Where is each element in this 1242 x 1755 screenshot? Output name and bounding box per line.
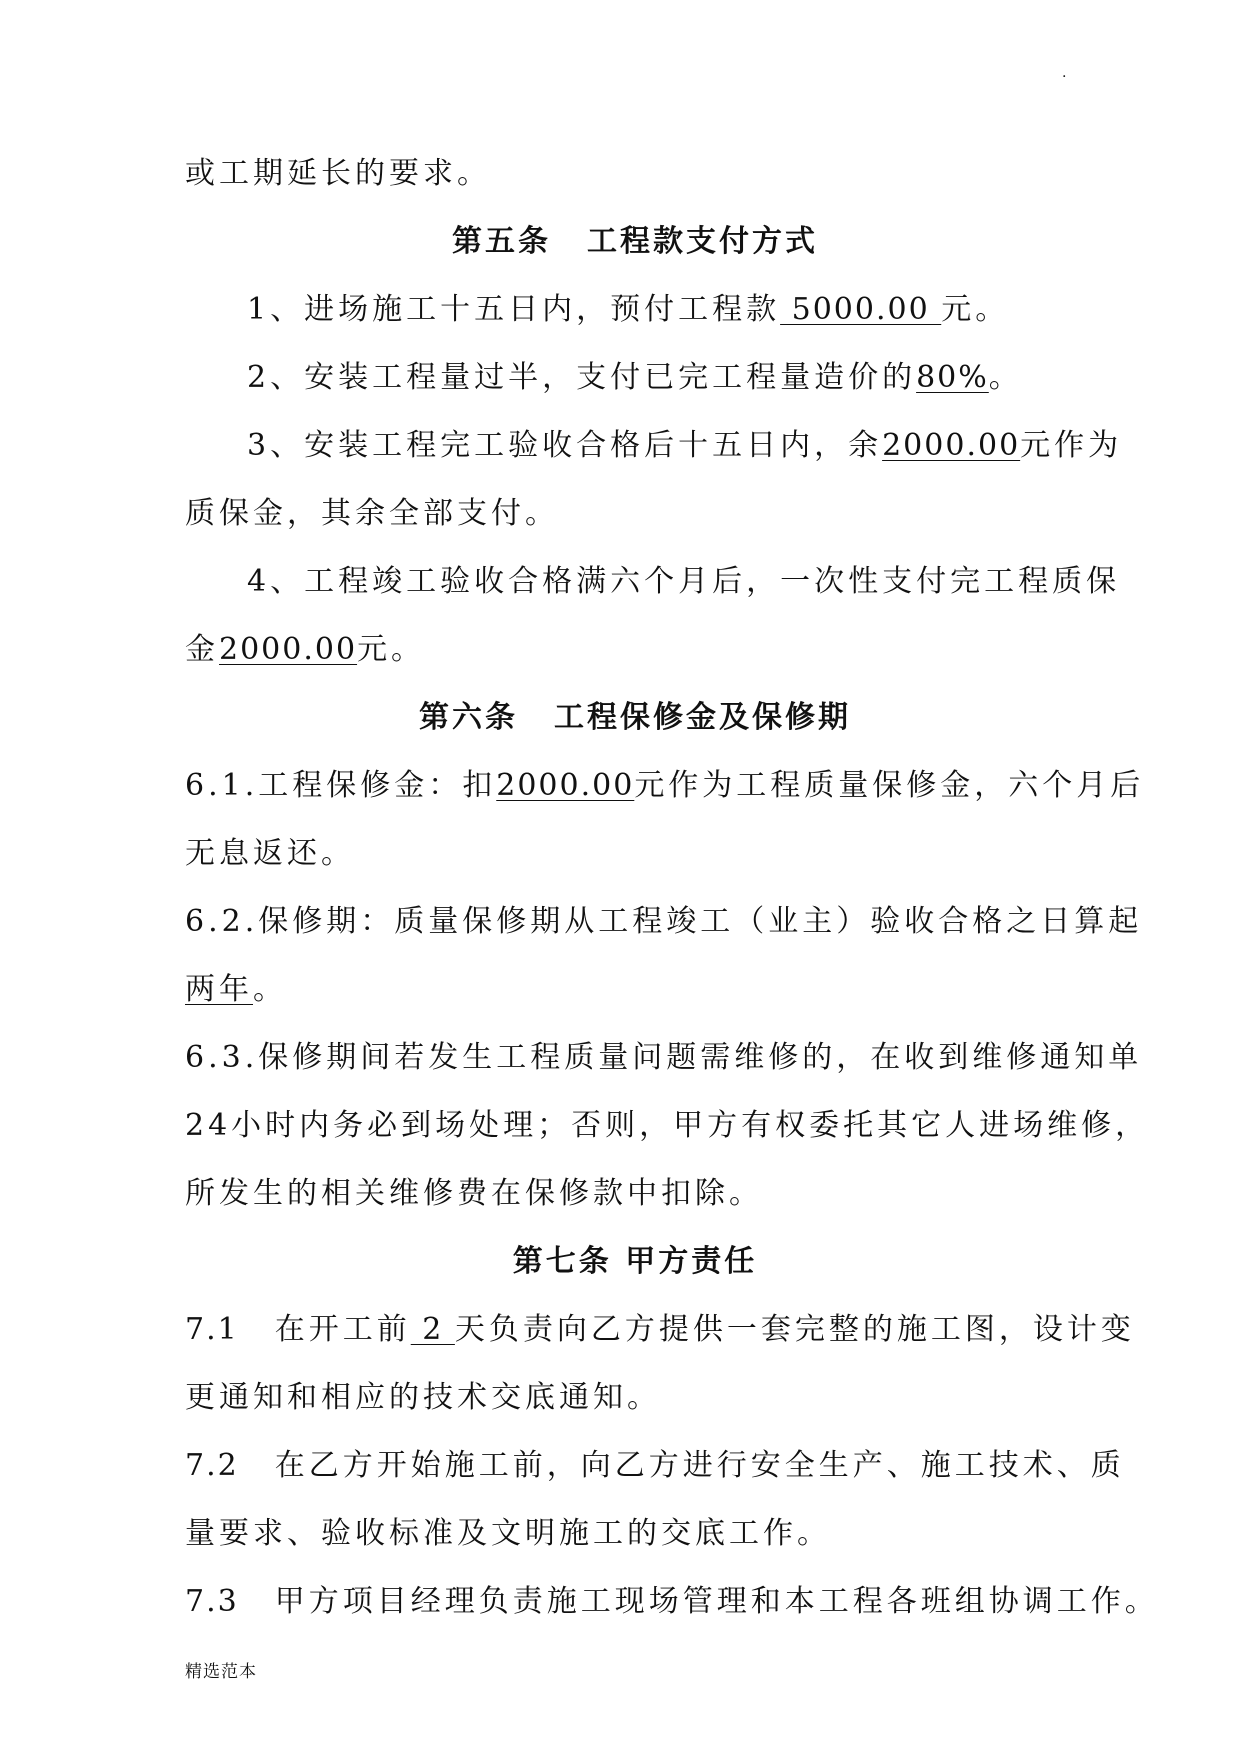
paragraph-line	[185, 480, 1065, 548]
clause-number: 7.3	[185, 1584, 239, 1619]
text: 元作为	[1020, 428, 1123, 463]
paragraph-line	[185, 1092, 1150, 1160]
text: 4、工程竣工验收合格满六个月后，一次性支付完工程质保	[247, 564, 1121, 599]
corner-mark: .	[1062, 65, 1067, 81]
paragraph-line	[185, 1432, 1125, 1500]
section-heading-5	[185, 208, 1065, 276]
paragraph-line	[185, 1296, 1135, 1364]
underlined-term: 两年	[185, 972, 253, 1007]
text: 元。	[357, 632, 426, 667]
text: 元作为工程质量保修金，六个月后	[634, 768, 1145, 803]
page-footer: 精选范本	[185, 1662, 257, 1682]
text: 或工期延长的要求。	[185, 156, 491, 191]
underlined-percent: 80%	[916, 360, 989, 395]
paragraph-line	[185, 956, 1065, 1024]
underlined-amount: 2000.00	[882, 428, 1021, 463]
heading-number: 第五条	[452, 224, 551, 259]
heading-title: 工程保修金及保修期	[554, 700, 851, 735]
text: 。	[988, 360, 1023, 395]
text: 6.2.保修期：质量保修期从工程竣工（业主）验收合格之日算起	[185, 904, 1143, 939]
text: 6.1.工程保修金：扣	[185, 768, 497, 803]
text: 天负责向乙方提供一套完整的施工图，设计变	[454, 1312, 1135, 1347]
paragraph-line	[185, 1160, 1065, 1228]
text: 在开工前	[274, 1312, 411, 1347]
text: 量要求、验收标准及文明施工的交底工作。	[185, 1516, 831, 1551]
underlined-days: 2	[410, 1312, 455, 1347]
text: 6.3.保修期间若发生工程质量问题需维修的，在收到维修通知单	[185, 1040, 1143, 1075]
clause-number: 7.2	[185, 1448, 239, 1483]
underlined-amount: 5000.00	[780, 292, 942, 327]
text: 无息返还。	[185, 836, 355, 871]
heading-title: 工程款支付方式	[587, 224, 818, 259]
paragraph-line	[185, 616, 1065, 684]
paragraph-line	[185, 820, 1065, 888]
paragraph-line	[185, 1500, 1065, 1568]
text: 元。	[941, 292, 1010, 327]
text: 1、进场施工十五日内，预付工程款	[247, 292, 781, 327]
text: 2、安装工程量过半，支付已完工程量造价的	[247, 360, 917, 395]
text: 所发生的相关维修费在保修款中扣除。	[185, 1176, 763, 1211]
paragraph-line	[185, 276, 1065, 344]
underlined-amount: 2000.00	[496, 768, 635, 803]
text: 3、安装工程完工验收合格后十五日内，余	[247, 428, 883, 463]
paragraph-line	[185, 412, 1123, 480]
underlined-amount: 2000.00	[219, 632, 358, 667]
text: 质保金，其余全部支付。	[185, 496, 559, 531]
text: 。	[253, 972, 287, 1007]
paragraph-line	[185, 888, 1143, 956]
document-body	[185, 140, 1159, 1636]
paragraph-line	[185, 140, 1065, 208]
paragraph-line	[185, 1364, 1065, 1432]
text: 24小时内务必到场处理；否则，甲方有权委托其它人进场维修，	[185, 1108, 1150, 1143]
section-heading-6	[185, 684, 1065, 752]
section-heading-7	[185, 1228, 1065, 1296]
heading-title: 第七条 甲方责任	[512, 1244, 758, 1279]
heading-number: 第六条	[419, 700, 518, 735]
text: 金	[185, 632, 219, 667]
text: 在乙方开始施工前，向乙方进行安全生产、施工技术、质	[274, 1448, 1125, 1483]
clause-number: 7.1	[185, 1312, 239, 1347]
paragraph-line	[185, 1024, 1143, 1092]
paragraph-line	[185, 752, 1145, 820]
paragraph-line	[185, 548, 1121, 616]
paragraph-line	[185, 1568, 1159, 1636]
paragraph-line	[185, 344, 1065, 412]
text: 甲方项目经理负责施工现场管理和本工程各班组协调工作。	[274, 1584, 1159, 1619]
text: 更通知和相应的技术交底通知。	[185, 1380, 661, 1415]
